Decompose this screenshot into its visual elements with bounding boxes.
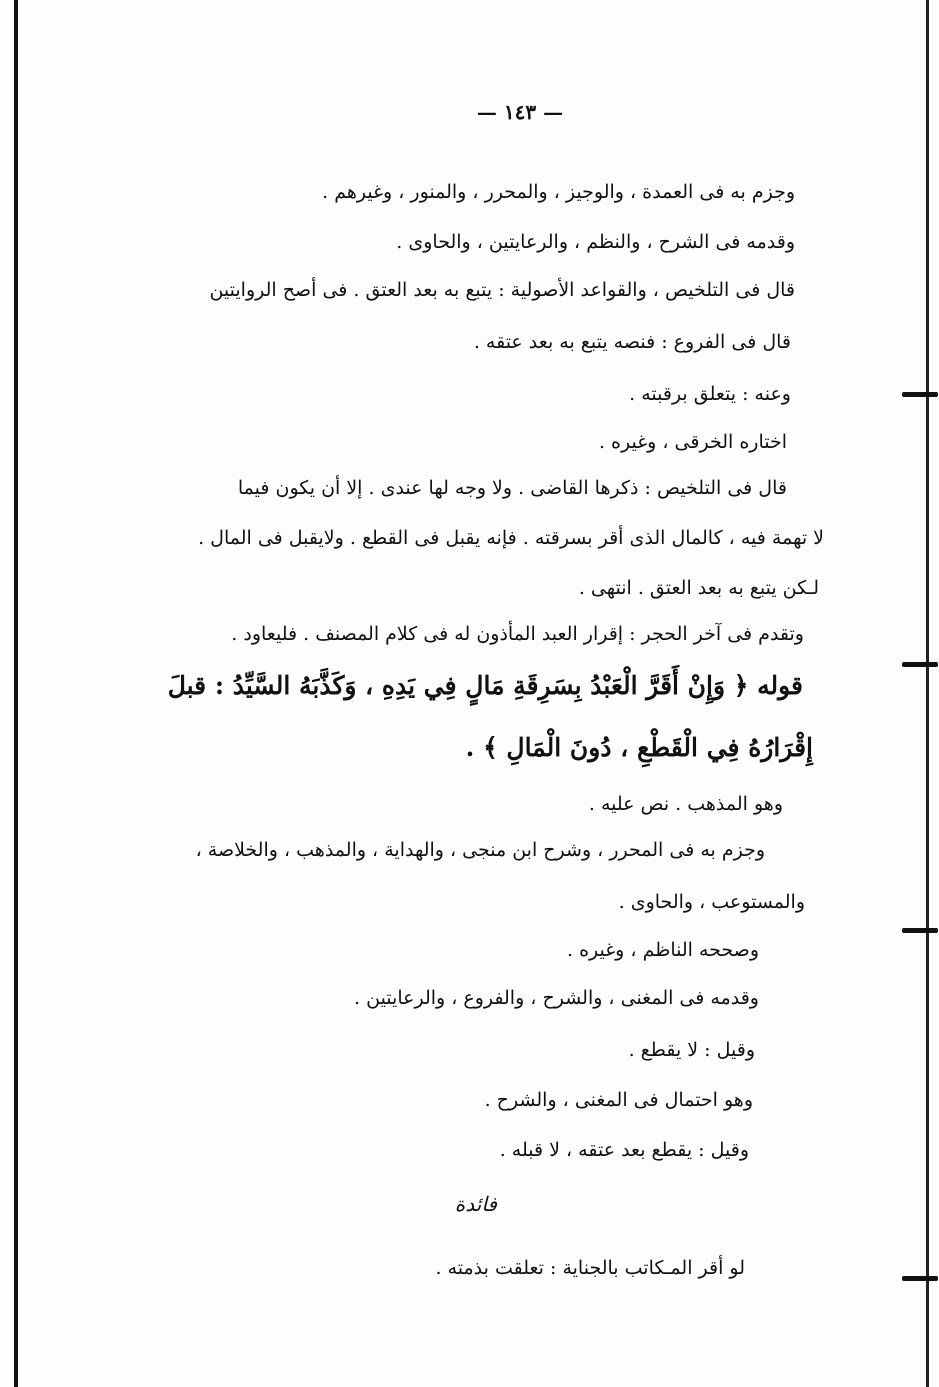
margin-tick-mark	[902, 1276, 938, 1281]
left-margin-rule	[14, 0, 18, 1387]
text-line: وعنه : يتعلق برقبته .	[629, 383, 791, 405]
text-line: وجزم به فى المحرر ، وشرح ابن منجى ، والهداية ، والمذهب ، والخلاصة ،	[195, 839, 765, 861]
quoted-text-line: إِقْرَارُهُ فِي الْقَطْعِ ، دُونَ الْمَالِ ﴾ .	[465, 733, 813, 762]
margin-tick-mark	[902, 928, 938, 933]
text-line: وجزم به فى العمدة ، والوجيز ، والمحرر ، والمنور ، وغيرهم .	[322, 181, 795, 203]
page-number: — ١٤٣ —	[476, 100, 564, 124]
text-line: وهو احتمال فى المغنى ، والشرح .	[484, 1089, 753, 1111]
text-line: وقدمه فى الشرح ، والنظم ، والرعايتين ، والحاوى .	[396, 231, 795, 253]
text-line: وصححه الناظم ، وغيره .	[567, 939, 759, 961]
text-line: وهو المذهب . نص عليه .	[588, 793, 783, 815]
margin-tick-mark	[902, 662, 938, 667]
text-line: وقيل : لا يقطع .	[628, 1039, 755, 1061]
quoted-text-line: قوله ﴿ وَإِنْ أَقَرَّ الْعَبْدُ بِسَرِقَةِ مَالٍ فِي يَدِهِ ، وَكَذَّبَهُ السَّيِّدُ : قبلَ	[167, 671, 803, 700]
right-margin-rule	[926, 0, 929, 1387]
text-line: اختاره الخرقى ، وغيره .	[598, 431, 787, 453]
text-line: لا تهمة فيه ، كالمال الذى أقر بسرقته . فإنه يقبل فى القطع . ولايقبل فى المال .	[198, 527, 824, 549]
text-line: وقدمه فى المغنى ، والشرح ، والفروع ، والرعايتين .	[354, 987, 759, 1009]
text-line: لو أقر المـكاتب بالجناية : تعلقت بذمته .	[435, 1257, 745, 1279]
text-line: قال فى التلخيص : ذكرها القاضى . ولا وجه لها عندى . إلا أن يكون فيما	[237, 477, 787, 499]
text-line: قال فى التلخيص ، والقواعد الأصولية : يتبع به بعد العتق . فى أصح الروايتين	[209, 279, 795, 301]
text-line: قال فى الفروع : فنصه يتبع به بعد عتقه .	[473, 331, 791, 353]
margin-tick-mark	[902, 392, 938, 397]
text-line: والمستوعب ، والحاوى .	[618, 891, 805, 913]
text-line: وتقدم فى آخر الحجر : إقرار العبد المأذون له فى كلام المصنف . فليعاود .	[231, 623, 804, 645]
text-line: لـكن يتبع به بعد العتق . انتهى .	[578, 577, 819, 599]
text-line: وقيل : يقطع بعد عتقه ، لا قبله .	[499, 1139, 749, 1161]
section-heading: فائدة	[454, 1192, 497, 1216]
